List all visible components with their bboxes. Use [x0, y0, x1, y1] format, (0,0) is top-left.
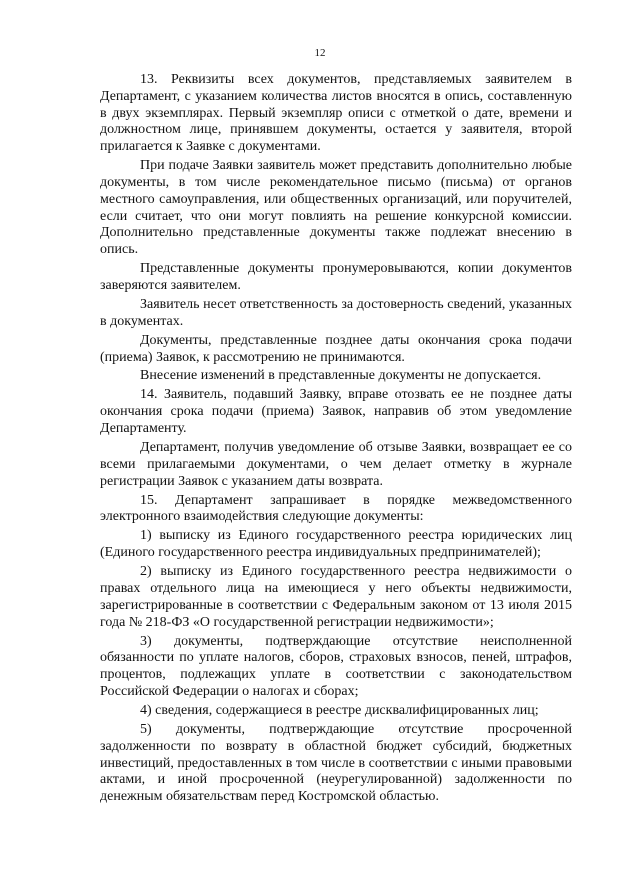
paragraph-late-documents: Документы, представленные позднее даты окончания срока подачи (приема) Заявок, к рассмотрению не принимаются. [100, 332, 572, 365]
paragraph-item-13-requisites: 13. Реквизиты всех документов, представляемых заявителем в Департамент, с указанием количества листов вносятся в опись, составленную в двух экземплярах. Первый экземпляр описи с отметкой о дате, времени и должностном лице, принявшем документы, остается у заявителя, второй прилагается к Заявке с документами. [100, 72, 572, 155]
paragraph-return-of-application: Департамент, получив уведомление об отзыве Заявки, возвращает ее со всеми прилагаемыми документами, о чем делает отметку в журнале регистрации Заявок с указанием даты возврата. [100, 440, 572, 489]
list-item-3-tax-obligations: 3) документы, подтверждающие отсутствие неисполненной обязанности по уплате налогов, сборов, страховых взносов, пеней, штрафов, процентов, подлежащих уплате в соответствии с законодательством Российской Федерации о налогах и сборах; [100, 633, 572, 699]
list-item-2-real-estate-registry: 2) выписку из Единого государственного реестра недвижимости о правах отдельного лица на имеющиеся у него объекты недвижимости, зарегистрированные в соответствии с Федеральным законом от 13 июля 2015 года № 218-ФЗ «О государственной регистрации недвижимости»; [100, 564, 572, 630]
list-item-5-overdue-debt: 5) документы, подтверждающие отсутствие просроченной задолженности по возврату в областной бюджет субсидий, бюджетных инвестиций, предоставленных в том числе в соответствии с иными правовыми актами, и иной просроченной (неурегулированной) задолженности по денежным обязательствам перед Костромской областью. [100, 721, 572, 805]
list-item-1-legal-entities-registry: 1) выписку из Единого государственного реестра юридических лиц (Единого государственного реестра индивидуальных предпринимателей); [100, 528, 572, 561]
paragraph-item-15-requests: 15. Департамент запрашивает в порядке межведомственного электронного взаимодействия следующие документы: [100, 492, 572, 525]
paragraph-numbering: Представленные документы пронумеровываются, копии документов заверяются заявителем. [100, 261, 572, 293]
page-number: 12 [314, 47, 326, 59]
paragraph-no-changes: Внесение изменений в представленные документы не допускается. [140, 368, 542, 384]
list-item-4-disqualified-persons: 4) сведения, содержащиеся в реестре дисквалифицированных лиц; [140, 702, 539, 718]
paragraph-additional-documents: При подаче Заявки заявитель может представить дополнительно любые документы, в том числе рекомендательное письмо (письма) от органов местного самоуправления, или общественных организаций, или поручителей, если считает, что они могут повлиять на решение конкурсной комиссии. Дополнительно представленные документы также подлежат внесению в опись. [100, 158, 572, 258]
document-body [100, 72, 572, 808]
paragraph-item-14-withdrawal: 14. Заявитель, подавший Заявку, вправе отозвать ее не позднее даты окончания срока подачи (приема) Заявок, направив об этом уведомление Департаменту. [100, 387, 572, 437]
paragraph-responsibility: Заявитель несет ответственность за достоверность сведений, указанных в документах. [100, 296, 572, 329]
